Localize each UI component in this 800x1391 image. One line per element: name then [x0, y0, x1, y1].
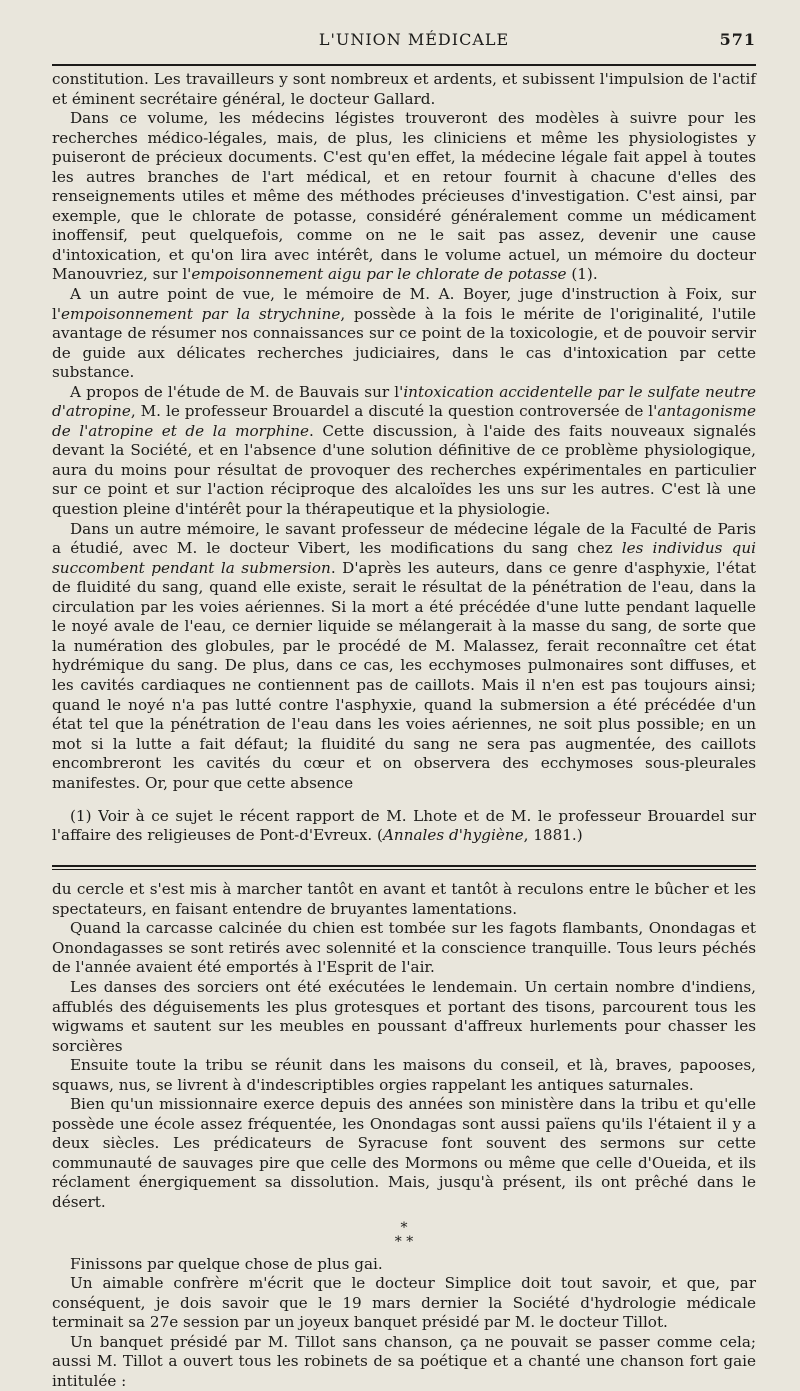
- asterism: [52, 1221, 756, 1249]
- paragraph-2: Dans ce volume, les médecins légistes trouveront des modèles à suivre pour les recherches médico-légales, mais, de plus, les cliniciens et même les physiologistes y puiseront de précieux documents. C'est qu'en effet, la médecine légale fait appel à toutes les autres branches de l'art médical, et en retour fournit à chacune d'elles des renseignements utiles et même des méthodes précieuses d'investigation. C'est ainsi, par exemple, que le chlorate de potasse, considéré généralement comme un médicament inoffensif, peut quelquefois, comme on ne le sait pas assez, devenir une cause d'intoxication, et qu'on lira avec intérêt, dans le volume actuel, un mémoire du docteur Manouvriez, sur l'empoisonnement aigu par le chlorate de potasse (1).: [52, 109, 756, 284]
- paragraph-3: A un autre point de vue, le mémoire de M. A. Boyer, juge d'instruction à Foix, sur l'empoisonnement par la strychnine, possède à la fois le mérite de l'originalité, l'utile avantage de résumer nos connaissances sur ce point de la toxicologie, et de pouvoir servir de guide aux délicates recherches judiciaires, dans le cas d'intoxication par cette substance.: [52, 285, 756, 382]
- feuilleton-paragraph-1: du cercle et s'est mis à marcher tantôt en avant et tantôt à reculons entre le bûcher et les spectateurs, en faisant entendre de bruyantes lamentations.: [52, 880, 756, 918]
- paragraph-4: A propos de l'étude de M. de Bauvais sur l'intoxication accidentelle par le sulfate neutre d'atropine, M. le professeur Brouardel a discuté la question controversée de l'antagonisme de l'atropine et de la morphine. Cette discussion, à l'aide des faits nouveaux signalés devant la Société, et en l'absence d'une solution définitive de ce problème physiologique, aura du moins pour résultat de provoquer des recherches expérimentales en particulier sur ce point et sur l'action réciproque des alcaloïdes les uns sur les autres. C'est là une question pleine d'intérêt pour la thérapeutique et la physiologie.: [52, 382, 756, 519]
- feuilleton-separator: [52, 865, 756, 870]
- page-number: 571: [719, 30, 756, 49]
- paragraph-5: Dans un autre mémoire, le savant professeur de médecine légale de la Faculté de Paris a étudié, avec M. le docteur Vibert, les modifications du sang chez les individus qui succombent pendant la submersion. D'après les auteurs, dans ce genre d'asphyxie, l'état de fluidité du sang, quand elle existe, serait le résultat de la pénétration de l'eau, dans la circulation par les voies aériennes. Si la mort a été précédée d'une lutte pendant laquelle le noyé avale de l'eau, ce dernier liquide se mélangerait à la masse du sang, de sorte que la numération des globules, par le procédé de M. Malassez, ferait reconnaître cet état hydrémique du sang. De plus, dans ce cas, les ecchymoses pulmonaires sont diffuses, et les cavités cardiaques ne contiennent pas de caillots. Mais il n'en est pas toujours ainsi; quand le noyé n'a pas lutté contre l'asphyxie, quand la submersion a été précédée d'un état tel que la pénétration de l'eau dans les voies aériennes, ne soit plus possible; en un mot si la lutte a fait défaut; la fluidité du sang ne sera pas augmentée, des caillots encombreront les cavités du cœur et on observera des ecchymoses sous-pleurales manifestes. Or, pour que cette absence: [52, 519, 756, 792]
- asterism-top: *: [400, 1219, 408, 1236]
- feuilleton-column: [52, 880, 756, 1391]
- running-header: [52, 30, 756, 56]
- feuilleton-paragraph-7: Un aimable confrère m'écrit que le docteur Simplice doit tout savoir, et que, par conséquent, je dois savoir que le 19 mars dernier la Société d'hydrologie médicale terminait sa 27e session par un joyeux banquet présidé par M. le docteur Tillot.: [52, 1274, 756, 1332]
- feuilleton-paragraph-3: Les danses des sorciers ont été exécutées le lendemain. Un certain nombre d'indiens, affublés des déguisements les plus grotesques et portant des tisons, parcourent tous les wigwams et sautent sur les meubles en poussant d'affreux hurlements pour chasser les sorcières: [52, 977, 756, 1055]
- feuilleton-paragraph-2: Quand la carcasse calcinée du chien est tombée sur les fagots flambants, Onondagas et Onondagasses se sont retirés avec solennité et la conscience tranquille. Tous leurs péchés de l'année avaient été emportés à l'Esprit de l'air.: [52, 919, 756, 977]
- feuilleton-paragraph-6: Finissons par quelque chose de plus gai.: [70, 1254, 383, 1273]
- footnote: (1) Voir à ce sujet le récent rapport de M. Lhote et de M. le professeur Brouardel sur l'affaire des religieuses de Pont-d'Evreux. (Annales d'hygiène, 1881.): [52, 807, 756, 845]
- paragraph-1: constitution. Les travailleurs y sont nombreux et ardents, et subissent l'impulsion de l'actif et éminent secrétaire général, le docteur Gallard.: [52, 70, 756, 108]
- feuilleton-paragraph-5: Bien qu'un missionnaire exerce depuis des années son ministère dans la tribu et qu'elle possède une école assez fréquentée, les Onondagas sont aussi païens qu'ils l'étaient il y a deux siècles. Les prédicateurs de Syracuse font souvent des sermons sur cette communauté de sauvages pire que celle des Mormons ou même que celle d'Oueida, et ils réclament énergiquement sa dissolution. Mais, jusqu'à présent, ils ont prêché dans le désert.: [52, 1095, 756, 1211]
- feuilleton-paragraph-8: Un banquet présidé par M. Tillot sans chanson, ça ne pouvait se passer comme cela; aussi M. Tillot a ouvert tous les robinets de sa poétique et a chanté une chanson fort gaie intitulée :: [52, 1332, 756, 1390]
- main-column: [52, 70, 756, 793]
- asterism-bottom: * *: [394, 1233, 414, 1250]
- running-title: L'UNION MÉDICALE: [318, 30, 510, 49]
- feuilleton-paragraph-4: Ensuite toute la tribu se réunit dans les maisons du conseil, et là, braves, papooses, squaws, nus, se livrent à d'indescriptibles orgies rappelant les antiques saturnales.: [52, 1056, 756, 1094]
- header-rule: [52, 64, 756, 66]
